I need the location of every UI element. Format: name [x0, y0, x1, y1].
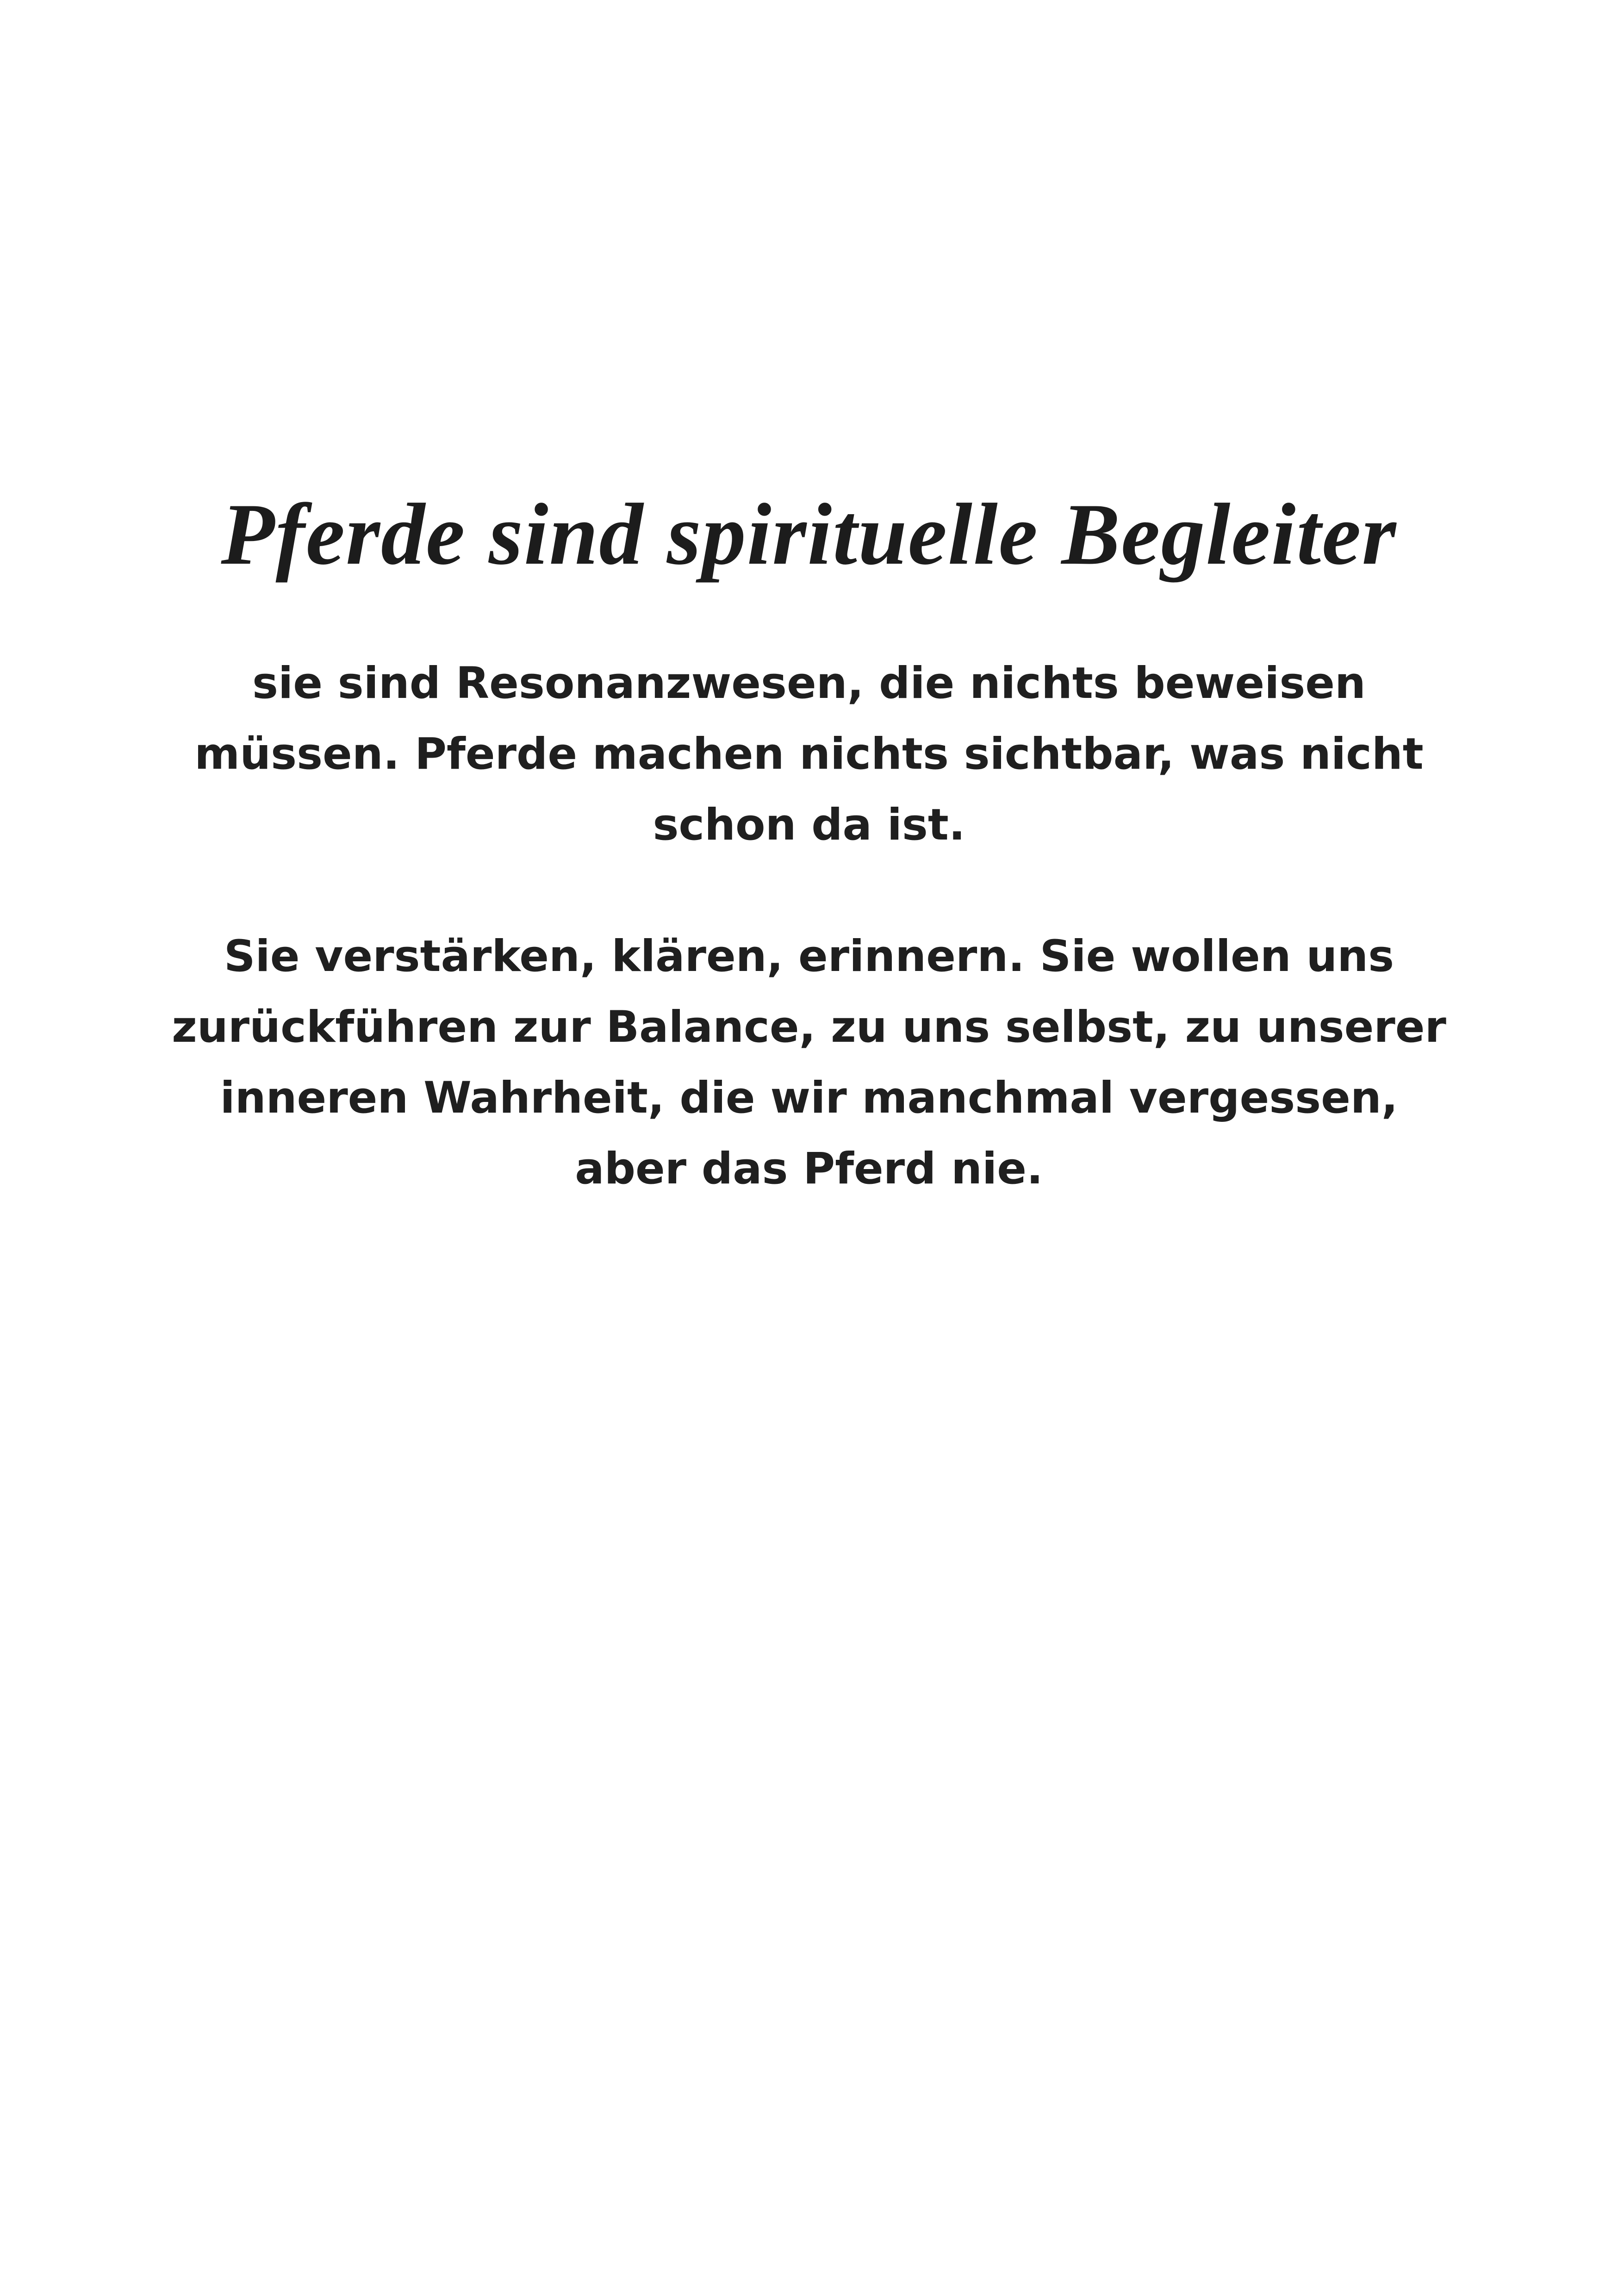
page-title: Pferde sind spirituelle Begleiter — [221, 486, 1397, 583]
paragraph-2: Sie verstärken, klären, erinnern. Sie wollen uns zurückführen zur Balance, zu uns selbst, zu unserer inneren Wahrheit, die wir manchmal vergessen, aber das Pferd nie. — [172, 931, 1446, 1194]
paragraph-1: sie sind Resonanzwesen, die nichts beweisen müssen. Pferde machen nichts sichtbar, was nicht schon da ist. — [194, 658, 1424, 850]
